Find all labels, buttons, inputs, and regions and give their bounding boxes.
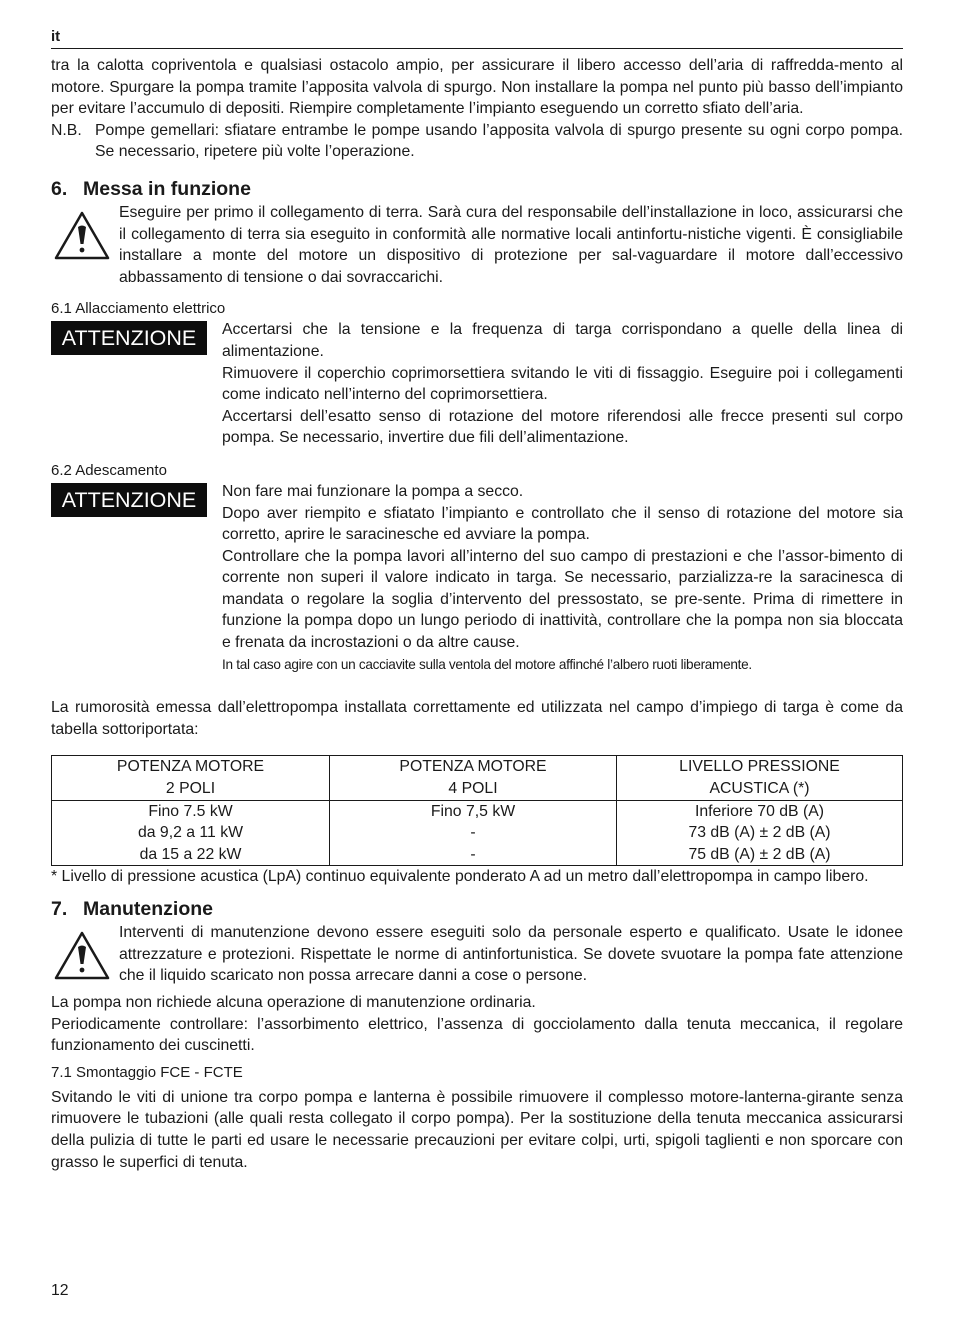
paragraph-small: In tal caso agire con un cacciavite sulla ventola del motore affinché l’albero ruoti liberamente. — [222, 656, 752, 672]
section-6-warning — [51, 202, 903, 288]
section-7-number: 7. — [51, 898, 68, 920]
subsection-6-1-block — [51, 319, 903, 449]
cell-value: Fino 7.5 kW — [148, 802, 233, 820]
header-line: LIVELLO PRESSIONE — [679, 758, 840, 776]
section-6-heading — [51, 176, 903, 202]
paragraph: Periodicamente controllare: l’assorbimento elettrico, l’assenza di gocciolamento dalla tenuta meccanica, il regolare funzionamento dei cuscinetti. — [51, 1015, 903, 1055]
paragraph: Accertarsi che la tensione e la frequenza di targa corrispondano a quelle della linea di alimentazione. — [222, 321, 903, 360]
header-line: POTENZA MOTORE — [116, 758, 265, 776]
cell-value: Inferiore 70 dB (A) — [694, 802, 825, 820]
section-7-warning — [51, 922, 903, 987]
paragraph: La pompa non richiede alcuna operazione di manutenzione ordinaria. — [51, 994, 536, 1011]
cell-value: - — [470, 845, 476, 863]
table-cell — [617, 800, 903, 866]
cell-value: 75 dB (A) ± 2 dB (A) — [688, 845, 831, 863]
attention-label: ATTENZIONE — [51, 483, 207, 517]
table-cell — [330, 800, 617, 866]
table-header-cell — [617, 756, 903, 800]
header-line: 4 POLI — [448, 780, 498, 798]
attention-label: ATTENZIONE — [51, 321, 207, 355]
subsection-6-2-title: 6.2 Adescamento — [51, 461, 167, 479]
cell-value: - — [470, 824, 476, 842]
paragraph: Accertarsi dell’esatto senso di rotazione del motore riferendosi alle frecce presenti sul corpo pompa. Se necessario, invertire due fili dell’alimentazione. — [222, 407, 903, 447]
cell-value: da 9,2 a 11 kW — [137, 824, 244, 842]
language-code: it — [51, 26, 903, 49]
noise-intro: La rumorosità emessa dall’elettropompa installata correttamente ed utilizzata nel campo d’impiego di targa è come da tabella sottoriportata: — [51, 699, 903, 738]
cell-value: Fino 7,5 kW — [430, 802, 516, 820]
note-text: Pompe gemellari: sfiatare entrambe le pompe usando l’apposita valvola di spurgo presente su ogni corpo pompa. Se necessario, ripetere più volte l’operazione. — [95, 121, 903, 161]
section-7-title: Manutenzione — [83, 898, 213, 920]
document-page — [51, 26, 903, 1173]
paragraph: Rimuovere il coperchio coprimorsettiera svitando le viti di fissaggio. Eseguire poi i collegamenti come indicato nell’interno del coprimorsettiera. — [222, 364, 903, 404]
page-number: 12 — [51, 1282, 69, 1299]
subsection-7-1-title: 7.1 Smontaggio FCE - FCTE — [51, 1063, 243, 1081]
intro-paragraph: tra la calotta copriventola e qualsiasi ostacolo ampio, per assicurare il libero accesso dell’aria di raffredda-mento al motore. Spurgare la pompa tramite l’apposita valvola di spurgo. Non installare la pompa nel punto più basso dell’impianto per evitare l’accumulo di depositi. Riempire completamente l’impianto eseguendo un corretto sfiato dell’aria. — [51, 57, 903, 118]
subsection-6-1-title: 6.1 Allacciamento elettrico — [51, 300, 226, 318]
cell-value: 73 dB (A) ± 2 dB (A) — [688, 824, 831, 842]
table-header-cell — [52, 756, 330, 800]
warning-icon — [51, 922, 119, 987]
section-6-warning-text: Eseguire per primo il collegamento di terra. Sarà cura del responsabile dell’installazione in loco, assicurarsi che il collegamento di terra sia eseguito in conformità alle normative locali antinfortu-nistiche vigenti. È consigliabile installare a monte del motore un dispositivo di protezione per sal-vaguardare il motore dall’eccessivo abbassamento di tensione o dai sovraccarichi. — [119, 203, 903, 286]
cell-value: da 15 a 22 kW — [139, 845, 242, 863]
table-cell — [52, 800, 330, 866]
section-6-title: Messa in funzione — [83, 177, 251, 200]
paragraph: Non fare mai funzionare la pompa a secco. — [222, 482, 524, 500]
section-7-heading — [51, 896, 903, 922]
paragraph: Dopo aver riempito e sfiatato l’impianto e controllato che il senso di rotazione del motore sia corretto, aprire le saracinesche ed avviare la pompa. — [222, 504, 903, 544]
table-header-row — [52, 756, 903, 800]
header-line: ACUSTICA (*) — [709, 780, 810, 798]
paragraph: Controllare che la pompa lavori all’interno del suo campo di prestazioni e che l’assor-bimento di corrente non superi il valore indicato in targa. Se necessario, parzializza-re la saracinesca di mandata o regolare la soglia d’intervento del pressostato, se pre-sente. Prima di rimettere in funzione la pompa dopo un lungo periodo di inattività, controllare che la pompa non sia bloccata e frenata da incrostazioni o da altre cause. — [222, 547, 903, 652]
section-6-number: 6. — [51, 177, 68, 200]
note-block — [51, 120, 903, 163]
noise-table — [51, 755, 903, 866]
section-7-warning-text: Interventi di manutenzione devono essere eseguiti solo da personale esperto e qualificato. Usate le idonee attrezzature e protezioni. Rispettate le norme di antinfortunistica. Se dovete svuotare la pompa fate attenzione che il liquido scaricato non possa arrecare danni a cose o persone. — [119, 924, 903, 985]
subsection-6-2-block — [51, 481, 903, 675]
header-line: POTENZA MOTORE — [399, 758, 547, 776]
table-row — [52, 800, 903, 866]
table-header-cell — [330, 756, 617, 800]
subsection-7-1-text: Svitando le viti di unione tra corpo pompa e lanterna è possibile rimuovere il complesso motore-lanterna-girante senza rimuovere le tubazioni (alle quali resta collegato il corpo pompa). Per la sostituzione della tenuta meccanica assicurarsi della pulizia di tutte le parti ed usare le necessarie precauzioni per evitare colpi, urti, spigoli taglienti e non sporcare con grasso le superfici di tenuta. — [51, 1088, 903, 1171]
header-line: 2 POLI — [165, 780, 216, 798]
subsection-6-1-text — [222, 319, 903, 449]
table-footnote: * Livello di pressione acustica (LpA) continuo equivalente ponderato A ad un metro dall’elettropompa in campo libero. — [51, 868, 869, 886]
note-label: N.B. — [51, 121, 82, 139]
warning-icon — [51, 202, 119, 267]
subsection-6-2-text — [222, 481, 903, 675]
